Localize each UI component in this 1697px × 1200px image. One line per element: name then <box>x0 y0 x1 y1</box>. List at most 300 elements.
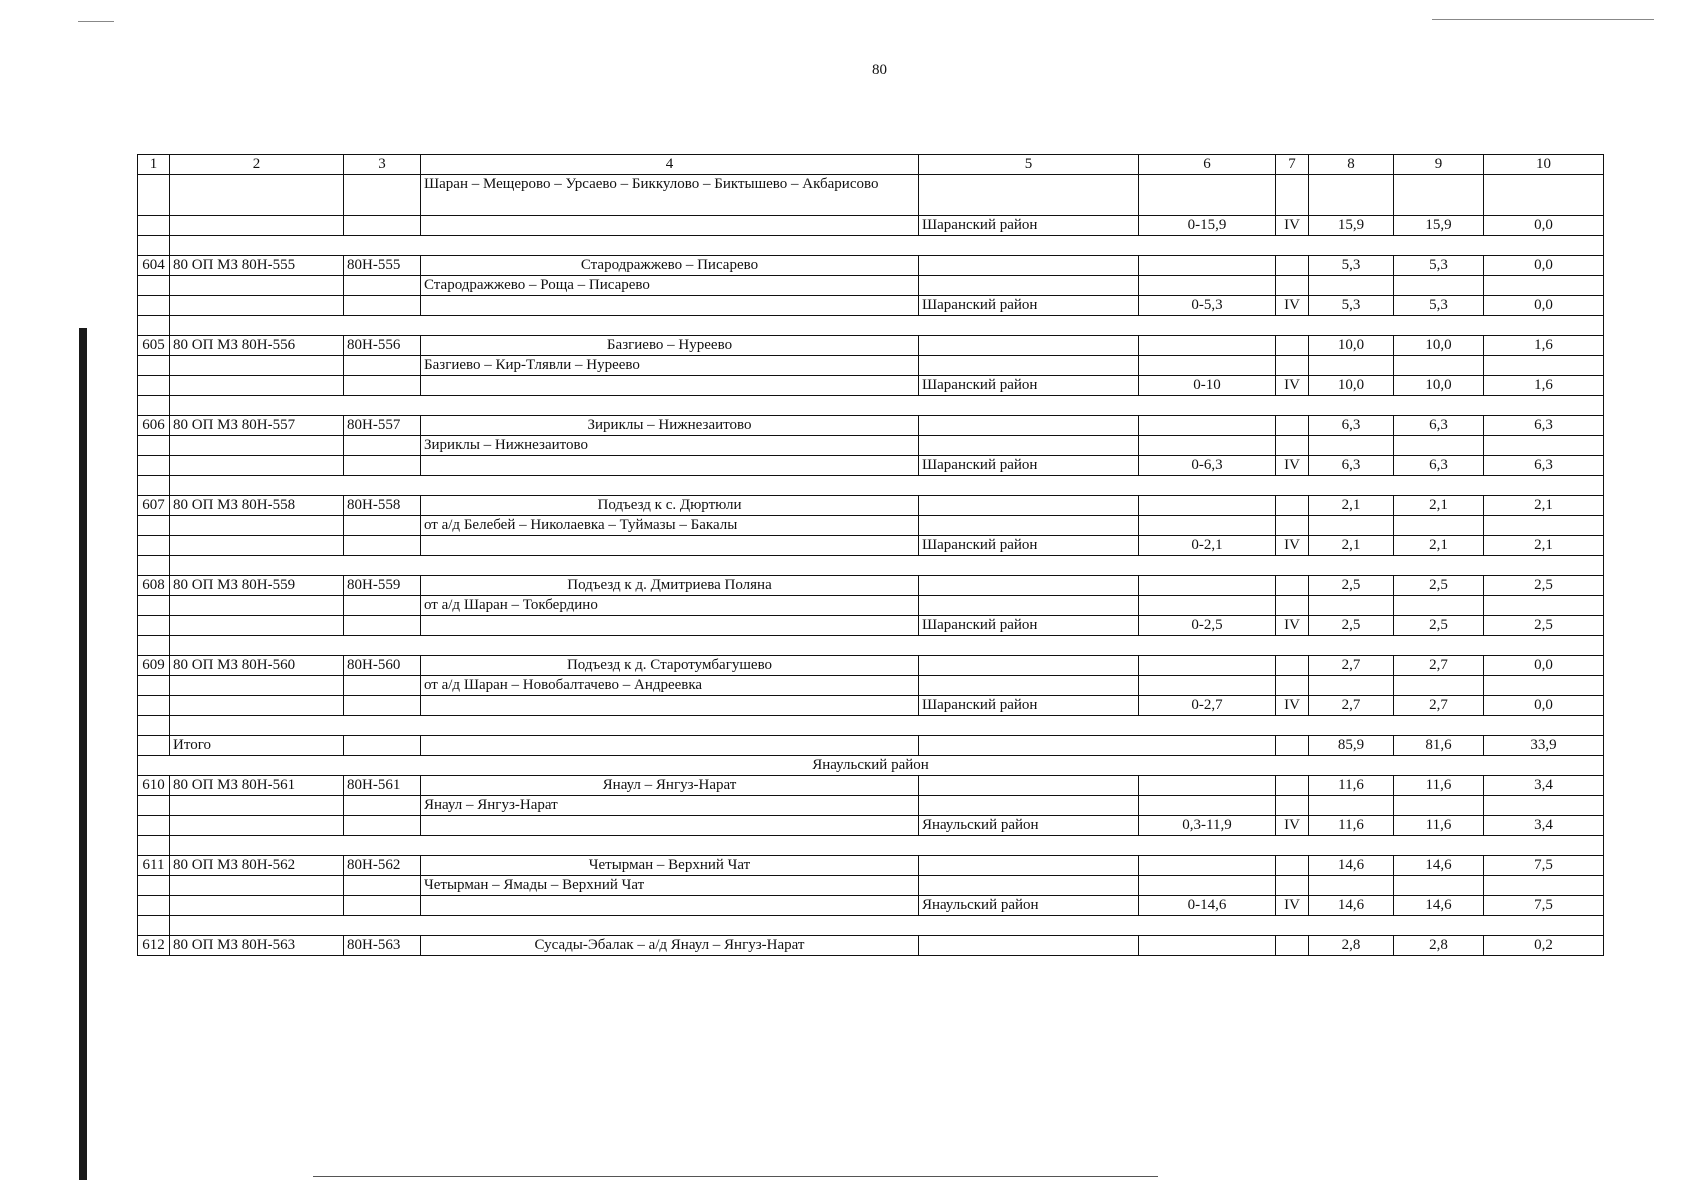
empty-cell <box>1484 516 1604 536</box>
segment-district: Шаранский район <box>919 456 1139 476</box>
segment-row <box>138 816 1604 836</box>
empty-cell <box>138 376 170 396</box>
empty-cell <box>1276 276 1309 296</box>
empty-cell <box>1309 596 1394 616</box>
route-description: Шаран – Мещерово – Урсаево – Биккулово – Биктышево – Акбарисово <box>421 175 919 216</box>
empty-cell <box>344 536 421 556</box>
empty-cell <box>421 536 919 556</box>
length-col9: 2,1 <box>1394 496 1484 516</box>
length-total: 6,3 <box>1309 416 1394 436</box>
road-name: Зириклы – Нижнезаитово <box>421 416 919 436</box>
segment-district: Шаранский район <box>919 216 1139 236</box>
empty-cell <box>1276 336 1309 356</box>
length-total: 6,3 <box>1309 456 1394 476</box>
empty-cell <box>344 736 421 756</box>
road-id: 80 ОП МЗ 80Н-560 <box>170 656 344 676</box>
route-detail-row <box>138 175 1604 216</box>
length-col10: 0,0 <box>1484 656 1604 676</box>
length-col9: 10,0 <box>1394 376 1484 396</box>
road-id: 80 ОП МЗ 80Н-562 <box>170 856 344 876</box>
empty-cell <box>1276 356 1309 376</box>
segment-district: Янаульский район <box>919 816 1139 836</box>
length-col10: 1,6 <box>1484 336 1604 356</box>
empty-cell <box>1276 676 1309 696</box>
road-id: 80 ОП МЗ 80Н-556 <box>170 336 344 356</box>
road-number: 606 <box>138 416 170 436</box>
empty-cell <box>138 696 170 716</box>
road-number: 612 <box>138 936 170 956</box>
empty-cell <box>1139 656 1276 676</box>
empty-cell <box>1139 676 1276 696</box>
empty-cell <box>138 536 170 556</box>
road-id: 80 ОП МЗ 80Н-558 <box>170 496 344 516</box>
road-id: 80 ОП МЗ 80Н-555 <box>170 256 344 276</box>
road-row <box>138 256 1604 276</box>
district-heading: Янаульский район <box>138 756 1604 776</box>
empty-cell <box>1276 596 1309 616</box>
total-col9: 81,6 <box>1394 736 1484 756</box>
route-description: Стародражжево – Роща – Писарево <box>421 276 919 296</box>
segment-district: Шаранский район <box>919 376 1139 396</box>
col-num-4: 4 <box>421 155 919 175</box>
empty-cell <box>421 216 919 236</box>
total-col10: 33,9 <box>1484 736 1604 756</box>
empty-cell <box>138 476 170 496</box>
empty-cell <box>1139 436 1276 456</box>
empty-cell <box>919 256 1139 276</box>
road-number: 609 <box>138 656 170 676</box>
empty-cell <box>919 736 1276 756</box>
route-detail-row <box>138 516 1604 536</box>
route-description: от а/д Шаран – Токбердино <box>421 596 919 616</box>
route-description: Четырман – Ямады – Верхний Чат <box>421 876 919 896</box>
empty-cell <box>138 396 170 416</box>
empty-cell <box>138 456 170 476</box>
length-col10: 0,0 <box>1484 216 1604 236</box>
road-category: IV <box>1276 696 1309 716</box>
length-total: 2,5 <box>1309 576 1394 596</box>
empty-cell <box>138 796 170 816</box>
length-total: 2,8 <box>1309 936 1394 956</box>
length-col9: 11,6 <box>1394 776 1484 796</box>
road-category: IV <box>1276 616 1309 636</box>
empty-cell <box>1394 876 1484 896</box>
route-description: от а/д Белебей – Николаевка – Туймазы – Бакалы <box>421 516 919 536</box>
empty-cell <box>170 556 1604 576</box>
segment-row <box>138 616 1604 636</box>
empty-cell <box>1484 596 1604 616</box>
road-code: 80Н-560 <box>344 656 421 676</box>
empty-cell <box>1276 776 1309 796</box>
segment-km-range: 0-14,6 <box>1139 896 1276 916</box>
empty-cell <box>919 656 1139 676</box>
empty-cell <box>919 796 1139 816</box>
road-row <box>138 856 1604 876</box>
road-code: 80Н-561 <box>344 776 421 796</box>
col-num-2: 2 <box>170 155 344 175</box>
empty-cell <box>1309 676 1394 696</box>
segment-km-range: 0-2,1 <box>1139 536 1276 556</box>
route-description: Базгиево – Кир-Тлявли – Нуреево <box>421 356 919 376</box>
length-col10: 0,0 <box>1484 256 1604 276</box>
empty-cell <box>919 516 1139 536</box>
segment-km-range: 0-2,5 <box>1139 616 1276 636</box>
col-num-1: 1 <box>138 155 170 175</box>
scan-mark-bottom <box>313 1176 1158 1177</box>
empty-cell <box>919 356 1139 376</box>
empty-cell <box>1139 876 1276 896</box>
empty-cell <box>1139 256 1276 276</box>
empty-cell <box>170 456 344 476</box>
segment-district: Шаранский район <box>919 696 1139 716</box>
empty-cell <box>1139 936 1276 956</box>
empty-cell <box>421 296 919 316</box>
scan-binding-edge <box>79 328 87 1180</box>
road-category: IV <box>1276 296 1309 316</box>
road-number: 607 <box>138 496 170 516</box>
length-col10: 0,0 <box>1484 696 1604 716</box>
empty-cell <box>919 596 1139 616</box>
length-col10: 7,5 <box>1484 896 1604 916</box>
empty-cell <box>344 816 421 836</box>
road-code: 80Н-559 <box>344 576 421 596</box>
empty-cell <box>344 696 421 716</box>
empty-cell <box>138 356 170 376</box>
road-id: 80 ОП МЗ 80Н-559 <box>170 576 344 596</box>
road-number: 611 <box>138 856 170 876</box>
empty-cell <box>170 616 344 636</box>
empty-cell <box>421 896 919 916</box>
spacer-row <box>138 556 1604 576</box>
road-name: Подъезд к д. Дмитриева Поляна <box>421 576 919 596</box>
length-total: 2,7 <box>1309 656 1394 676</box>
length-col10: 0,0 <box>1484 296 1604 316</box>
empty-cell <box>1484 436 1604 456</box>
road-name: Стародражжево – Писарево <box>421 256 919 276</box>
length-total: 14,6 <box>1309 896 1394 916</box>
road-number: 610 <box>138 776 170 796</box>
empty-cell <box>1139 796 1276 816</box>
route-description: Янаул – Янгуз-Нарат <box>421 796 919 816</box>
empty-cell <box>170 396 1604 416</box>
empty-cell <box>1394 676 1484 696</box>
empty-cell <box>170 596 344 616</box>
empty-cell <box>138 876 170 896</box>
col-num-5: 5 <box>919 155 1139 175</box>
empty-cell <box>1139 496 1276 516</box>
segment-row <box>138 536 1604 556</box>
length-col9: 5,3 <box>1394 256 1484 276</box>
empty-cell <box>344 216 421 236</box>
road-name: Базгиево – Нуреево <box>421 336 919 356</box>
length-col9: 5,3 <box>1394 296 1484 316</box>
length-total: 2,1 <box>1309 496 1394 516</box>
empty-cell <box>344 796 421 816</box>
road-code: 80Н-555 <box>344 256 421 276</box>
empty-cell <box>138 436 170 456</box>
empty-cell <box>344 676 421 696</box>
empty-cell <box>344 596 421 616</box>
empty-cell <box>919 336 1139 356</box>
route-description: от а/д Шаран – Новобалтачево – Андреевка <box>421 676 919 696</box>
empty-cell <box>1276 416 1309 436</box>
empty-cell <box>1139 856 1276 876</box>
length-col9: 14,6 <box>1394 896 1484 916</box>
empty-cell <box>1309 356 1394 376</box>
empty-cell <box>170 796 344 816</box>
segment-km-range: 0-15,9 <box>1139 216 1276 236</box>
empty-cell <box>421 376 919 396</box>
empty-cell <box>170 536 344 556</box>
length-col10: 2,1 <box>1484 496 1604 516</box>
empty-cell <box>1139 416 1276 436</box>
empty-cell <box>421 616 919 636</box>
empty-cell <box>138 276 170 296</box>
col-num-6: 6 <box>1139 155 1276 175</box>
empty-cell <box>1276 436 1309 456</box>
empty-cell <box>1309 516 1394 536</box>
empty-cell <box>1139 776 1276 796</box>
empty-cell <box>919 276 1139 296</box>
empty-cell <box>138 676 170 696</box>
empty-cell <box>170 876 344 896</box>
empty-cell <box>1276 736 1309 756</box>
empty-cell <box>170 696 344 716</box>
segment-row <box>138 896 1604 916</box>
empty-cell <box>344 356 421 376</box>
empty-cell <box>919 576 1139 596</box>
empty-cell <box>919 496 1139 516</box>
segment-row <box>138 456 1604 476</box>
empty-cell <box>1139 596 1276 616</box>
length-total: 2,5 <box>1309 616 1394 636</box>
empty-cell <box>170 916 1604 936</box>
empty-cell <box>138 596 170 616</box>
empty-cell <box>170 356 344 376</box>
spacer-row <box>138 636 1604 656</box>
empty-cell <box>1139 516 1276 536</box>
district-header-row <box>138 756 1604 776</box>
road-code: 80Н-557 <box>344 416 421 436</box>
empty-cell <box>1276 496 1309 516</box>
road-row <box>138 336 1604 356</box>
road-id: 80 ОП МЗ 80Н-563 <box>170 936 344 956</box>
length-col9: 6,3 <box>1394 456 1484 476</box>
empty-cell <box>1309 276 1394 296</box>
empty-cell <box>1484 676 1604 696</box>
road-name: Подъезд к д. Старотумбагушево <box>421 656 919 676</box>
empty-cell <box>138 316 170 336</box>
length-col10: 2,5 <box>1484 576 1604 596</box>
empty-cell <box>170 296 344 316</box>
empty-cell <box>1309 796 1394 816</box>
length-col9: 10,0 <box>1394 336 1484 356</box>
empty-cell <box>1394 356 1484 376</box>
scan-mark-top-right <box>1432 19 1654 20</box>
empty-cell <box>138 636 170 656</box>
empty-cell <box>919 776 1139 796</box>
empty-cell <box>170 896 344 916</box>
spacer-row <box>138 476 1604 496</box>
length-total: 5,3 <box>1309 296 1394 316</box>
empty-cell <box>170 276 344 296</box>
empty-cell <box>1276 856 1309 876</box>
page-number: 80 <box>872 62 887 78</box>
empty-cell <box>170 836 1604 856</box>
empty-cell <box>919 175 1139 216</box>
length-col9: 15,9 <box>1394 216 1484 236</box>
empty-cell <box>170 316 1604 336</box>
empty-cell <box>421 816 919 836</box>
table-body <box>138 175 1604 956</box>
empty-cell <box>138 236 170 256</box>
segment-km-range: 0,3-11,9 <box>1139 816 1276 836</box>
col-num-3: 3 <box>344 155 421 175</box>
segment-row <box>138 296 1604 316</box>
segment-km-range: 0-10 <box>1139 376 1276 396</box>
empty-cell <box>138 836 170 856</box>
empty-cell <box>1139 576 1276 596</box>
scan-mark-top-left <box>78 21 114 22</box>
road-category: IV <box>1276 456 1309 476</box>
segment-km-range: 0-6,3 <box>1139 456 1276 476</box>
road-id: 80 ОП МЗ 80Н-557 <box>170 416 344 436</box>
segment-district: Шаранский район <box>919 616 1139 636</box>
road-category: IV <box>1276 816 1309 836</box>
length-total: 10,0 <box>1309 376 1394 396</box>
road-code: 80Н-563 <box>344 936 421 956</box>
empty-cell <box>1276 576 1309 596</box>
empty-cell <box>344 456 421 476</box>
segment-km-range: 0-2,7 <box>1139 696 1276 716</box>
empty-cell <box>344 516 421 536</box>
empty-cell <box>344 616 421 636</box>
road-row <box>138 776 1604 796</box>
length-col9: 2,5 <box>1394 616 1484 636</box>
length-col9: 2,5 <box>1394 576 1484 596</box>
empty-cell <box>1394 276 1484 296</box>
empty-cell <box>919 856 1139 876</box>
road-row <box>138 936 1604 956</box>
road-row <box>138 656 1604 676</box>
length-total: 2,7 <box>1309 696 1394 716</box>
length-total: 2,1 <box>1309 536 1394 556</box>
empty-cell <box>138 736 170 756</box>
spacer-row <box>138 396 1604 416</box>
empty-cell <box>170 516 344 536</box>
empty-cell <box>138 896 170 916</box>
empty-cell <box>919 876 1139 896</box>
empty-cell <box>1276 796 1309 816</box>
empty-cell <box>138 816 170 836</box>
segment-district: Янаульский район <box>919 896 1139 916</box>
empty-cell <box>421 696 919 716</box>
road-register-table <box>137 154 1604 956</box>
empty-cell <box>170 175 344 216</box>
empty-cell <box>344 436 421 456</box>
empty-cell <box>344 296 421 316</box>
length-col10: 6,3 <box>1484 456 1604 476</box>
length-total: 11,6 <box>1309 776 1394 796</box>
empty-cell <box>138 556 170 576</box>
empty-cell <box>170 216 344 236</box>
road-row <box>138 576 1604 596</box>
spacer-row <box>138 836 1604 856</box>
col-num-9: 9 <box>1394 155 1484 175</box>
spacer-row <box>138 316 1604 336</box>
empty-cell <box>1139 336 1276 356</box>
empty-cell <box>138 616 170 636</box>
empty-cell <box>138 296 170 316</box>
empty-cell <box>138 516 170 536</box>
length-col10: 3,4 <box>1484 816 1604 836</box>
empty-cell <box>1484 276 1604 296</box>
length-col10: 6,3 <box>1484 416 1604 436</box>
segment-row <box>138 216 1604 236</box>
length-col10: 2,1 <box>1484 536 1604 556</box>
total-label: Итого <box>170 736 344 756</box>
empty-cell <box>919 436 1139 456</box>
length-total: 11,6 <box>1309 816 1394 836</box>
empty-cell <box>344 876 421 896</box>
road-name: Сусады-Эбалак – а/д Янаул – Янгуз-Нарат <box>421 936 919 956</box>
road-row <box>138 416 1604 436</box>
empty-cell <box>1276 256 1309 276</box>
empty-cell <box>1484 876 1604 896</box>
segment-district: Шаранский район <box>919 296 1139 316</box>
empty-cell <box>1309 876 1394 896</box>
length-col10: 2,5 <box>1484 616 1604 636</box>
length-col9: 2,7 <box>1394 696 1484 716</box>
empty-cell <box>170 476 1604 496</box>
empty-cell <box>1139 175 1276 216</box>
road-number: 608 <box>138 576 170 596</box>
road-code: 80Н-558 <box>344 496 421 516</box>
total-row <box>138 736 1604 756</box>
empty-cell <box>138 716 170 736</box>
road-name: Янаул – Янгуз-Нарат <box>421 776 919 796</box>
route-detail-row <box>138 876 1604 896</box>
route-detail-row <box>138 796 1604 816</box>
length-col10: 7,5 <box>1484 856 1604 876</box>
segment-km-range: 0-5,3 <box>1139 296 1276 316</box>
col-num-10: 10 <box>1484 155 1604 175</box>
empty-cell <box>170 376 344 396</box>
empty-cell <box>1394 596 1484 616</box>
empty-cell <box>138 216 170 236</box>
road-code: 80Н-556 <box>344 336 421 356</box>
length-col10: 0,2 <box>1484 936 1604 956</box>
road-category: IV <box>1276 536 1309 556</box>
empty-cell <box>421 456 919 476</box>
empty-cell <box>170 816 344 836</box>
road-category: IV <box>1276 896 1309 916</box>
empty-cell <box>170 436 344 456</box>
empty-cell <box>170 716 1604 736</box>
route-detail-row <box>138 676 1604 696</box>
length-col10: 1,6 <box>1484 376 1604 396</box>
empty-cell <box>1309 436 1394 456</box>
empty-cell <box>1276 876 1309 896</box>
empty-cell <box>1309 175 1394 216</box>
empty-cell <box>1394 796 1484 816</box>
empty-cell <box>344 896 421 916</box>
road-code: 80Н-562 <box>344 856 421 876</box>
empty-cell <box>344 276 421 296</box>
road-number: 605 <box>138 336 170 356</box>
empty-cell <box>138 916 170 936</box>
empty-cell <box>1276 936 1309 956</box>
